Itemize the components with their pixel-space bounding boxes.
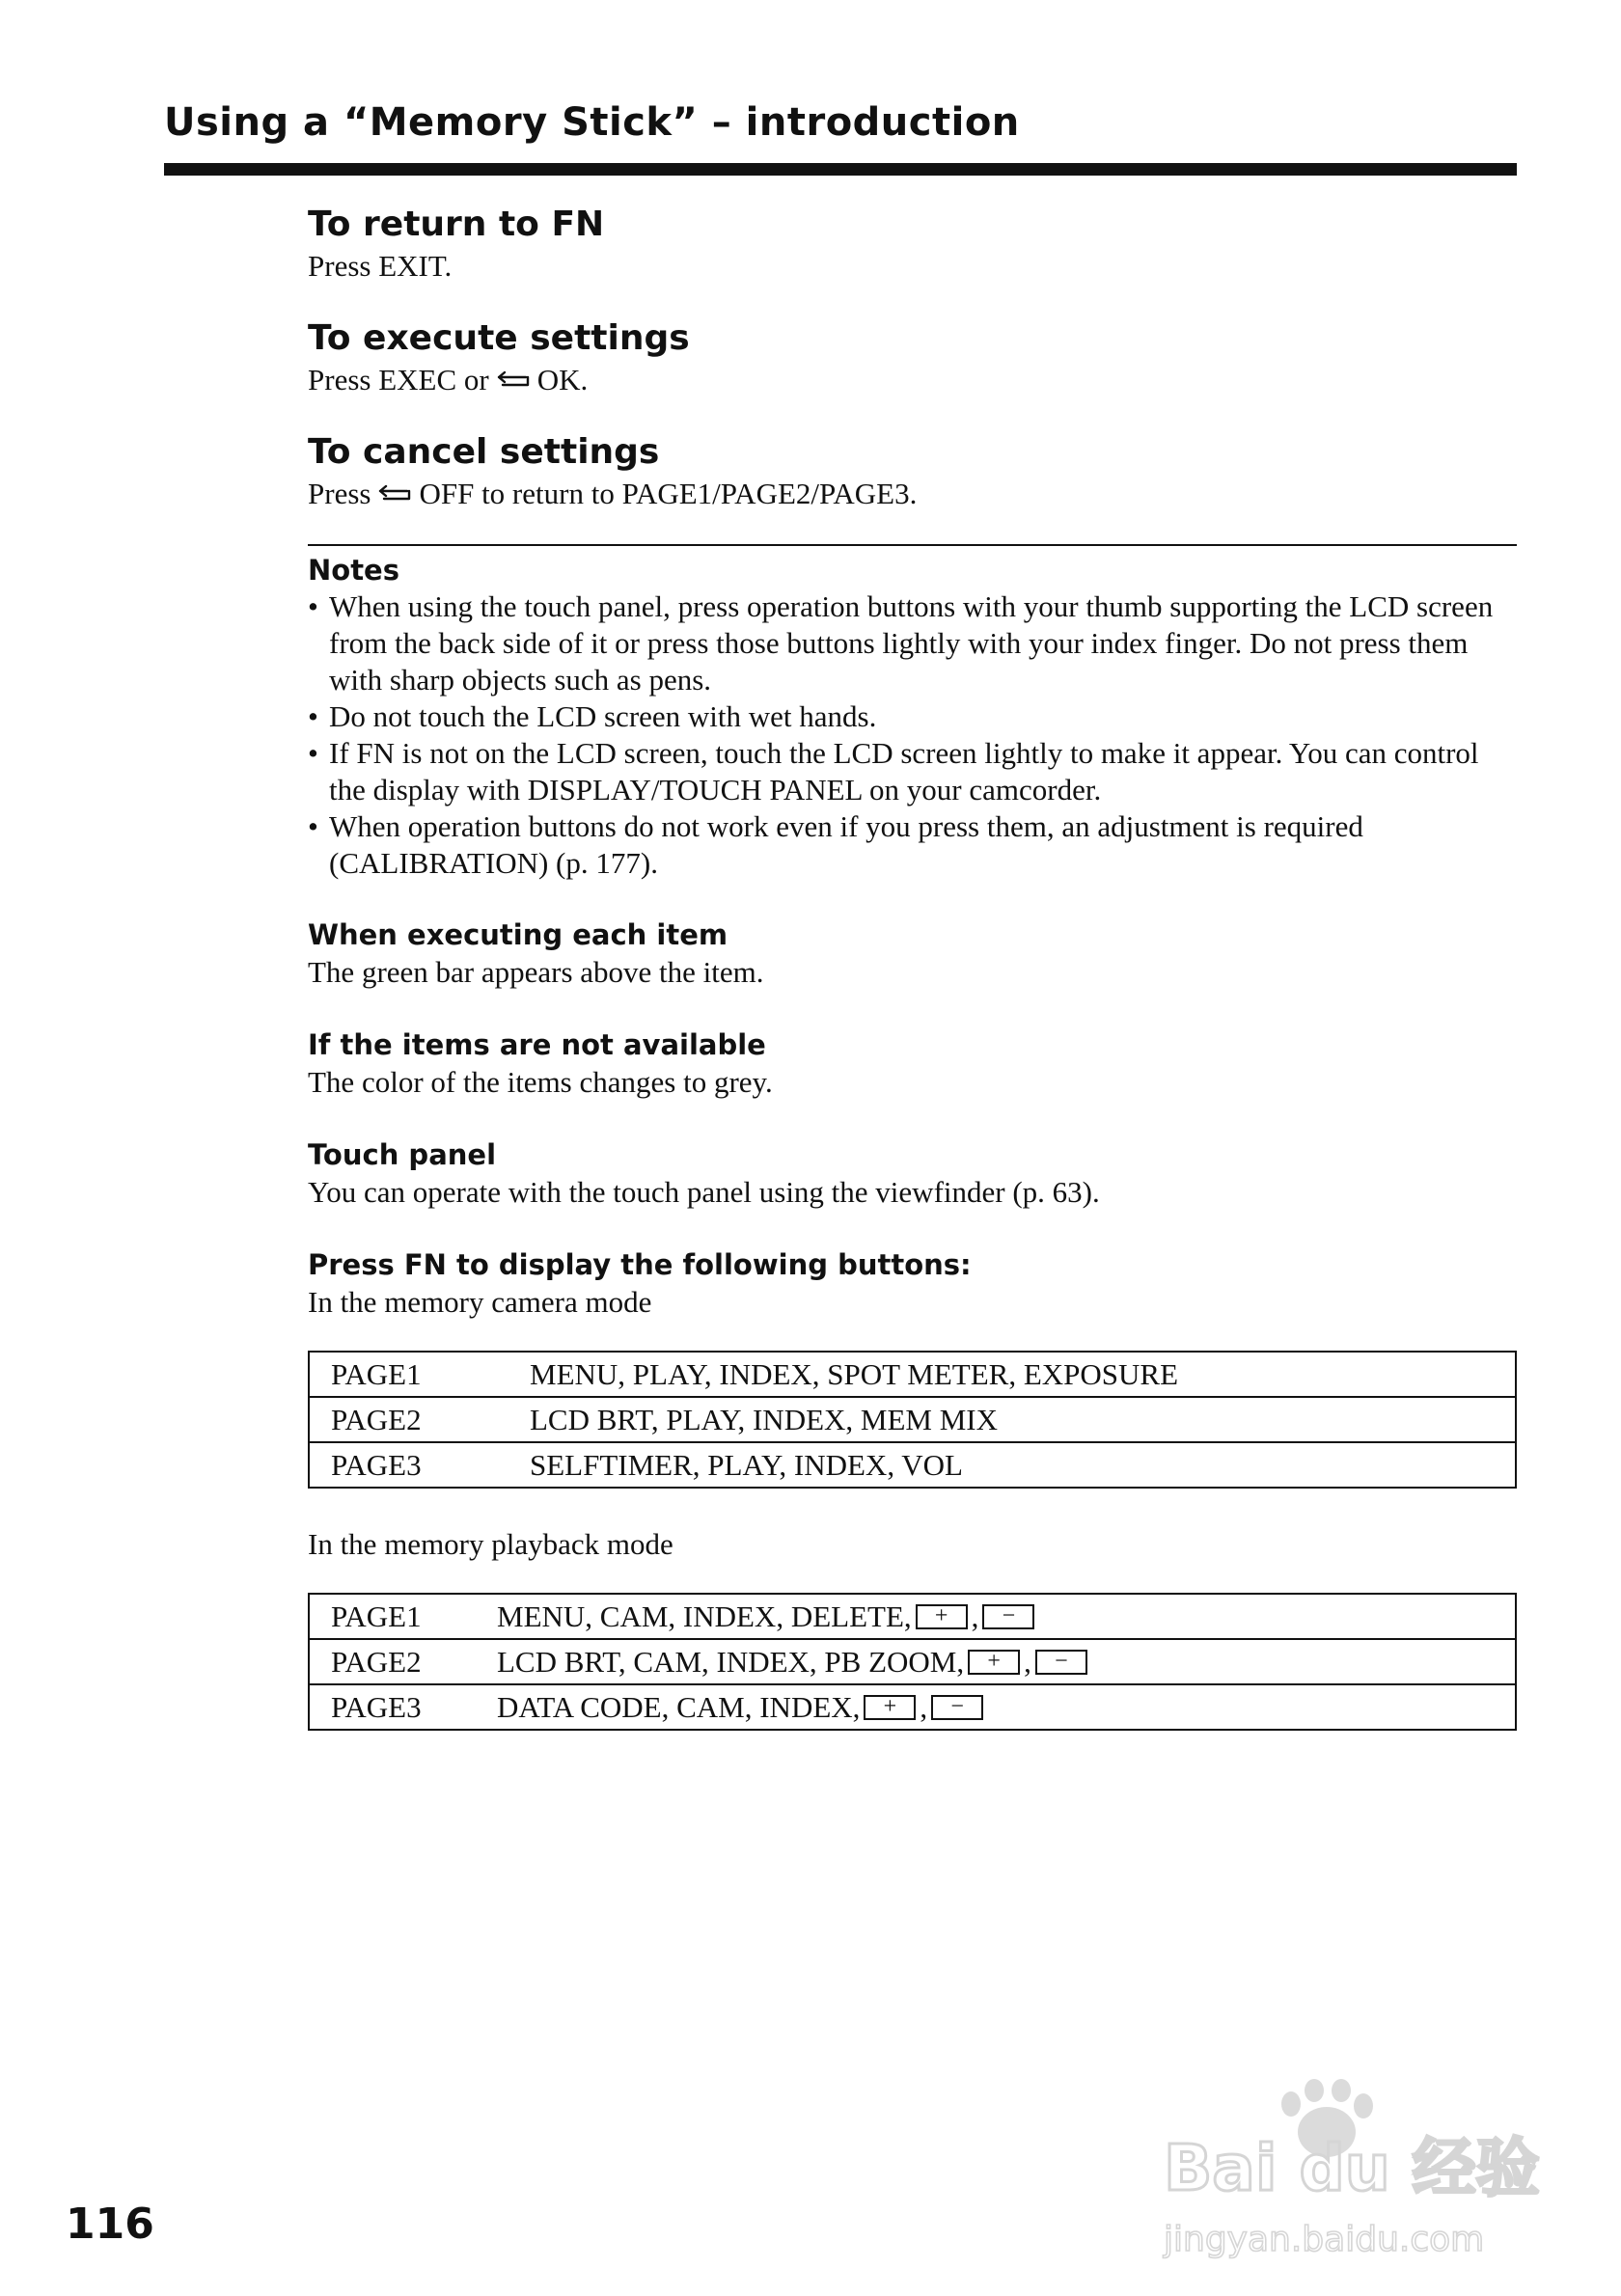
watermark-brand: Bai du 经验 (1164, 2131, 1540, 2205)
executing-item-section (308, 916, 1517, 992)
camera-mode-table (308, 1351, 1517, 1489)
page-cell: PAGE1 (309, 1594, 476, 1639)
page-cell: PAGE1 (309, 1352, 508, 1397)
watermark-url: jingyan.baidu.com (1164, 2220, 1485, 2259)
minus-key: − (982, 1604, 1034, 1629)
page-content (308, 203, 1517, 1731)
notes-section (308, 544, 1517, 882)
key-separator: , (920, 1689, 928, 1724)
execute-text-before: Press EXEC or (308, 363, 489, 396)
baidu-watermark-logo (1158, 2079, 1544, 2262)
executing-item-text: The green bar appears above the item. (308, 955, 764, 989)
execute-settings-heading: To execute settings (308, 318, 690, 358)
note-item: • If FN is not on the LCD screen, touch the LCD screen lightly to make it appear. You can control the display with DISPLAY/TOUCH PANEL on your camcorder. (308, 735, 1517, 808)
executing-item-heading: When executing each item (308, 918, 728, 951)
note-item: • Do not touch the LCD screen with wet hands. (308, 698, 1517, 735)
buttons-cell: LCD BRT, PLAY, INDEX, MEM MIX (508, 1397, 1516, 1442)
buttons-text: DATA CODE, CAM, INDEX, (497, 1689, 861, 1724)
camera-mode-label: In the memory camera mode (308, 1285, 652, 1319)
buttons-cell: MENU, PLAY, INDEX, SPOT METER, EXPOSURE (508, 1352, 1516, 1397)
table-row (309, 1352, 1516, 1397)
items-unavailable-heading: If the items are not available (308, 1028, 766, 1061)
notes-title: Notes (308, 554, 399, 587)
table-row (309, 1594, 1516, 1639)
page-cell: PAGE3 (309, 1684, 476, 1730)
return-to-fn-text: Press EXIT. (308, 249, 453, 283)
buttons-text: MENU, CAM, INDEX, DELETE, (497, 1599, 912, 1633)
buttons-text: LCD BRT, CAM, INDEX, PB ZOOM, (497, 1644, 965, 1679)
return-to-fn-heading: To return to FN (308, 205, 605, 244)
table-row (309, 1684, 1516, 1730)
key-separator: , (1024, 1644, 1031, 1679)
section-title: Using a “Memory Stick” – introduction (164, 100, 1020, 145)
cancel-settings-heading: To cancel settings (308, 432, 660, 472)
buttons-cell: SELFTIMER, PLAY, INDEX, VOL (508, 1442, 1516, 1488)
minus-key: − (1035, 1650, 1087, 1675)
key-separator: , (971, 1599, 979, 1633)
table-row (309, 1397, 1516, 1442)
cancel-text-before: Press (308, 477, 371, 510)
return-to-fn-section (308, 203, 1517, 286)
plus-key: + (968, 1650, 1020, 1675)
fn-buttons-heading: Press FN to display the following buttons: (308, 1248, 972, 1281)
buttons-cell (476, 1684, 1516, 1730)
touch-panel-text: You can operate with the touch panel using the viewfinder (p. 63). (308, 1175, 1100, 1209)
cancel-text-after: OFF to return to PAGE1/PAGE2/PAGE3. (419, 477, 918, 510)
notes-list (308, 588, 1517, 882)
header-rule (164, 163, 1517, 176)
page-number: 116 (66, 2200, 154, 2249)
touch-panel-heading: Touch panel (308, 1138, 497, 1171)
minus-key: − (931, 1695, 983, 1720)
return-arrow-icon (376, 484, 413, 506)
execute-settings-section (308, 316, 1517, 399)
execute-settings-text (308, 361, 1517, 399)
cancel-settings-section (308, 430, 1517, 513)
page-cell: PAGE2 (309, 1397, 508, 1442)
return-arrow-icon (495, 370, 532, 392)
table-row (309, 1639, 1516, 1684)
buttons-cell (476, 1639, 1516, 1684)
touch-panel-section (308, 1136, 1517, 1212)
buttons-cell (476, 1594, 1516, 1639)
note-item: • When using the touch panel, press operation buttons with your thumb supporting the LCD screen from the back side of it or press those buttons lightly with your index finger. Do not press them with sharp objects such as pens. (308, 588, 1517, 698)
page-cell: PAGE3 (309, 1442, 508, 1488)
page-cell: PAGE2 (309, 1639, 476, 1684)
cancel-settings-text (308, 475, 1517, 513)
fn-buttons-section (308, 1246, 1517, 1731)
playback-mode-table (308, 1593, 1517, 1731)
plus-key: + (864, 1695, 916, 1720)
note-item: • When operation buttons do not work even if you press them, an adjustment is required (CALIBRATION) (p. 177). (308, 808, 1517, 882)
playback-mode-label: In the memory playback mode (308, 1527, 673, 1561)
table-row (309, 1442, 1516, 1488)
items-unavailable-section (308, 1026, 1517, 1102)
items-unavailable-text: The color of the items changes to grey. (308, 1065, 773, 1099)
execute-text-after: OK. (536, 363, 589, 396)
plus-key: + (916, 1604, 968, 1629)
